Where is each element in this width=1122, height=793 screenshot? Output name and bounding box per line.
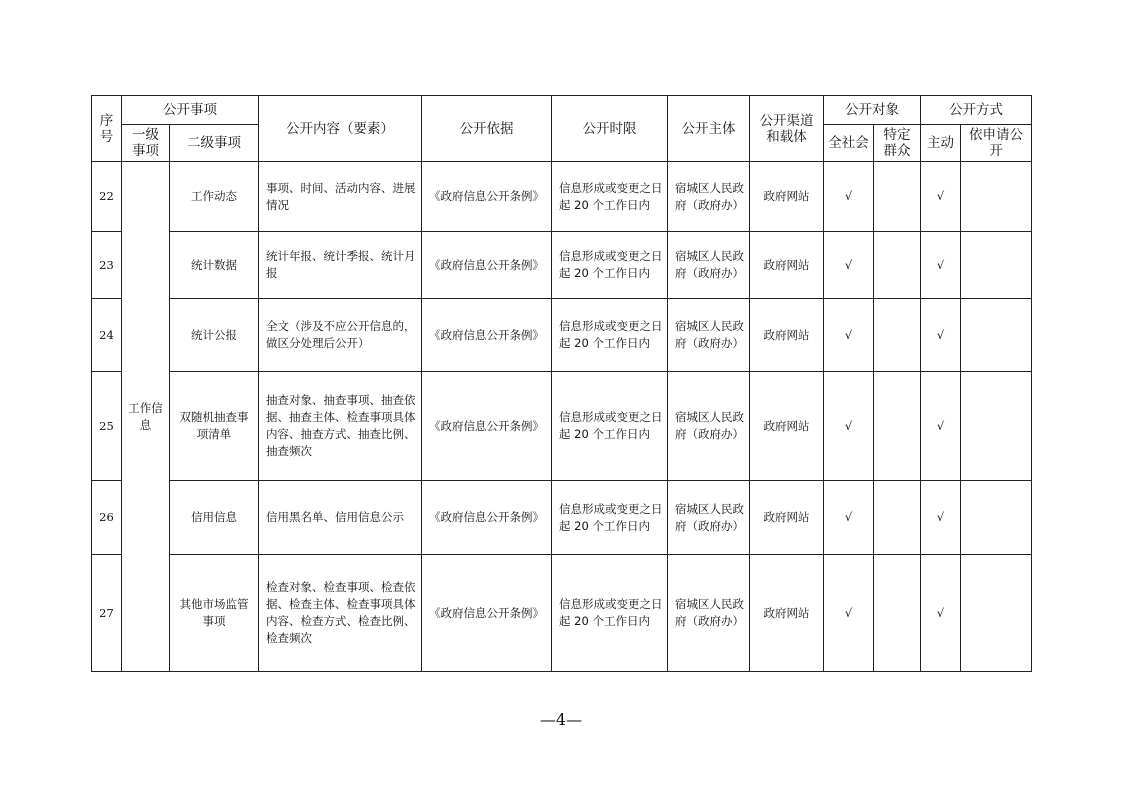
time-cell: 信息形成或变更之日起 20 个工作日内 xyxy=(552,555,668,672)
level2-cell: 双随机抽查事项清单 xyxy=(170,372,259,481)
basis-cell: 《政府信息公开条例》 xyxy=(422,372,552,481)
basis-cell: 《政府信息公开条例》 xyxy=(422,232,552,299)
subject-cell: 宿城区人民政府（政府办） xyxy=(668,372,750,481)
header-basis: 公开依据 xyxy=(422,96,552,162)
target-specific-check xyxy=(874,299,921,372)
content-cell: 信用黑名单、信用信息公示 xyxy=(259,481,422,555)
basis-cell: 《政府信息公开条例》 xyxy=(422,162,552,232)
channel-cell: 政府网站 xyxy=(750,162,824,232)
method-active-check: √ xyxy=(921,481,961,555)
disclosure-table xyxy=(91,95,1032,672)
row-number: 27 xyxy=(92,555,122,672)
method-active-check: √ xyxy=(921,555,961,672)
time-cell: 信息形成或变更之日起 20 个工作日内 xyxy=(552,481,668,555)
basis-cell: 《政府信息公开条例》 xyxy=(422,481,552,555)
header-content: 公开内容（要素） xyxy=(259,96,422,162)
content-cell: 全文（涉及不应公开信息的，做区分处理后公开） xyxy=(259,299,422,372)
level2-cell: 信用信息 xyxy=(170,481,259,555)
header-target-group: 公开对象 xyxy=(824,96,921,125)
method-active-check: √ xyxy=(921,162,961,232)
target-specific-check xyxy=(874,372,921,481)
header-channel: 公开渠道和载体 xyxy=(750,96,824,162)
header-level1: 一级事项 xyxy=(122,125,170,162)
table-row xyxy=(92,162,1032,232)
method-apply-check xyxy=(961,299,1032,372)
target-all-check: √ xyxy=(824,555,874,672)
header-item-group: 公开事项 xyxy=(122,96,259,125)
method-active-check: √ xyxy=(921,372,961,481)
header-target-all: 全社会 xyxy=(824,125,874,162)
subject-cell: 宿城区人民政府（政府办） xyxy=(668,162,750,232)
content-cell: 统计年报、统计季报、统计月报 xyxy=(259,232,422,299)
level2-cell: 统计数据 xyxy=(170,232,259,299)
method-active-check: √ xyxy=(921,299,961,372)
header-time-limit: 公开时限 xyxy=(552,96,668,162)
target-specific-check xyxy=(874,481,921,555)
target-specific-check xyxy=(874,555,921,672)
target-all-check: √ xyxy=(824,372,874,481)
basis-cell: 《政府信息公开条例》 xyxy=(422,299,552,372)
level2-cell: 其他市场监管事项 xyxy=(170,555,259,672)
channel-cell: 政府网站 xyxy=(750,299,824,372)
header-subject: 公开主体 xyxy=(668,96,750,162)
target-specific-check xyxy=(874,162,921,232)
header-method-active: 主动 xyxy=(921,125,961,162)
basis-cell: 《政府信息公开条例》 xyxy=(422,555,552,672)
subject-cell: 宿城区人民政府（政府办） xyxy=(668,481,750,555)
level2-cell: 统计公报 xyxy=(170,299,259,372)
target-specific-check xyxy=(874,232,921,299)
subject-cell: 宿城区人民政府（政府办） xyxy=(668,555,750,672)
header-target-specific: 特定群众 xyxy=(874,125,921,162)
time-cell: 信息形成或变更之日起 20 个工作日内 xyxy=(552,372,668,481)
row-number: 25 xyxy=(92,372,122,481)
header-level2: 二级事项 xyxy=(170,125,259,162)
channel-cell: 政府网站 xyxy=(750,555,824,672)
time-cell: 信息形成或变更之日起 20 个工作日内 xyxy=(552,299,668,372)
table-row xyxy=(92,372,1032,481)
method-apply-check xyxy=(961,481,1032,555)
time-cell: 信息形成或变更之日起 20 个工作日内 xyxy=(552,232,668,299)
target-all-check: √ xyxy=(824,481,874,555)
row-number: 23 xyxy=(92,232,122,299)
level2-cell: 工作动态 xyxy=(170,162,259,232)
content-cell: 抽查对象、抽查事项、抽查依据、抽查主体、检查事项具体内容、抽查方式、抽查比例、抽查频次 xyxy=(259,372,422,481)
target-all-check: √ xyxy=(824,232,874,299)
method-apply-check xyxy=(961,232,1032,299)
channel-cell: 政府网站 xyxy=(750,481,824,555)
row-number: 26 xyxy=(92,481,122,555)
header-seq: 序号 xyxy=(92,96,122,162)
header-method-apply: 依申请公开 xyxy=(961,125,1032,162)
method-apply-check xyxy=(961,162,1032,232)
method-apply-check xyxy=(961,555,1032,672)
channel-cell: 政府网站 xyxy=(750,232,824,299)
content-cell: 检查对象、检查事项、检查依据、检查主体、检查事项具体内容、检查方式、检查比例、检查频次 xyxy=(259,555,422,672)
table-row xyxy=(92,481,1032,555)
header-method-group: 公开方式 xyxy=(921,96,1032,125)
table-row xyxy=(92,555,1032,672)
target-all-check: √ xyxy=(824,162,874,232)
row-number: 22 xyxy=(92,162,122,232)
table-row xyxy=(92,232,1032,299)
method-apply-check xyxy=(961,372,1032,481)
subject-cell: 宿城区人民政府（政府办） xyxy=(668,232,750,299)
subject-cell: 宿城区人民政府（政府办） xyxy=(668,299,750,372)
table-row xyxy=(92,299,1032,372)
page-number: —4— xyxy=(539,710,583,729)
method-active-check: √ xyxy=(921,232,961,299)
level1-cell: 工作信息 xyxy=(122,162,170,672)
row-number: 24 xyxy=(92,299,122,372)
channel-cell: 政府网站 xyxy=(750,372,824,481)
target-all-check: √ xyxy=(824,299,874,372)
time-cell: 信息形成或变更之日起 20 个工作日内 xyxy=(552,162,668,232)
content-cell: 事项、时间、活动内容、进展情况 xyxy=(259,162,422,232)
